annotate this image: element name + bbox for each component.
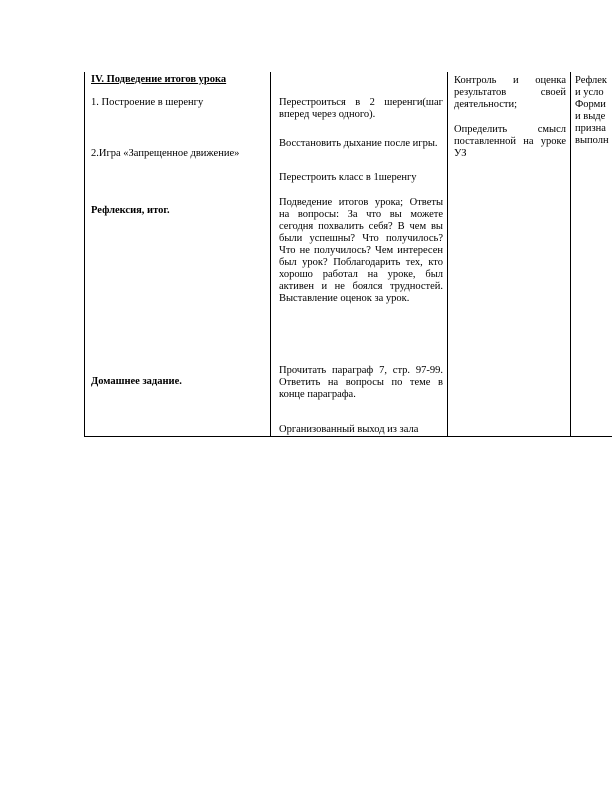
stage-step-game: 2.Игра «Запрещенное движение» <box>91 148 240 159</box>
clipped-column <box>571 72 612 436</box>
uud-control-text: Контроль и оценка результатов своей деятельности; <box>454 75 566 110</box>
teacher-summary-text: Подведение итогов урока; Ответы на вопросы: За что вы можете сегодня похвалить себя? В чем вы были успешны? Что получилось? Что не получилось? Чем интересен был урок? Поблагодарить тех, кто хорошо работал на уроке, был активен и не боялся трудностей. Выставление оценок за урок. <box>279 197 443 304</box>
stage-column <box>85 72 271 436</box>
teacher-exit-text: Организованный выход из зала <box>279 424 419 435</box>
uud-meaning-text: Определить смысл поставленной на уроке УЗ <box>454 124 566 159</box>
stage-step-line-up: 1. Построение в шеренгу <box>91 97 204 108</box>
clipped-line: призна <box>575 123 606 134</box>
teacher-breathing-text: Восстановить дыхание после игры. <box>279 138 438 149</box>
stage-homework: Домашнее задание. <box>91 376 182 387</box>
teacher-activity-column <box>271 72 448 436</box>
teacher-rebuild-text: Перестроить класс в 1шеренгу <box>279 172 417 183</box>
clipped-line: и выде <box>575 111 606 122</box>
clipped-line: и усло <box>575 87 604 98</box>
clipped-line: Форми <box>575 99 606 110</box>
clipped-line: выполн <box>575 135 609 146</box>
clipped-line: Рефлек <box>575 75 608 86</box>
lesson-plan-table <box>84 72 612 437</box>
section-heading: IV. Подведение итогов урока <box>91 74 227 85</box>
uud-column <box>448 72 571 436</box>
teacher-line-up-text: Перестроиться в 2 шеренги(шаг вперед через одного). <box>279 97 443 120</box>
teacher-homework-text: Прочитать параграф 7, стр. 97-99. Ответить на вопросы по теме в конце параграфа. <box>279 365 443 400</box>
stage-reflection: Рефлексия, итог. <box>91 205 170 216</box>
